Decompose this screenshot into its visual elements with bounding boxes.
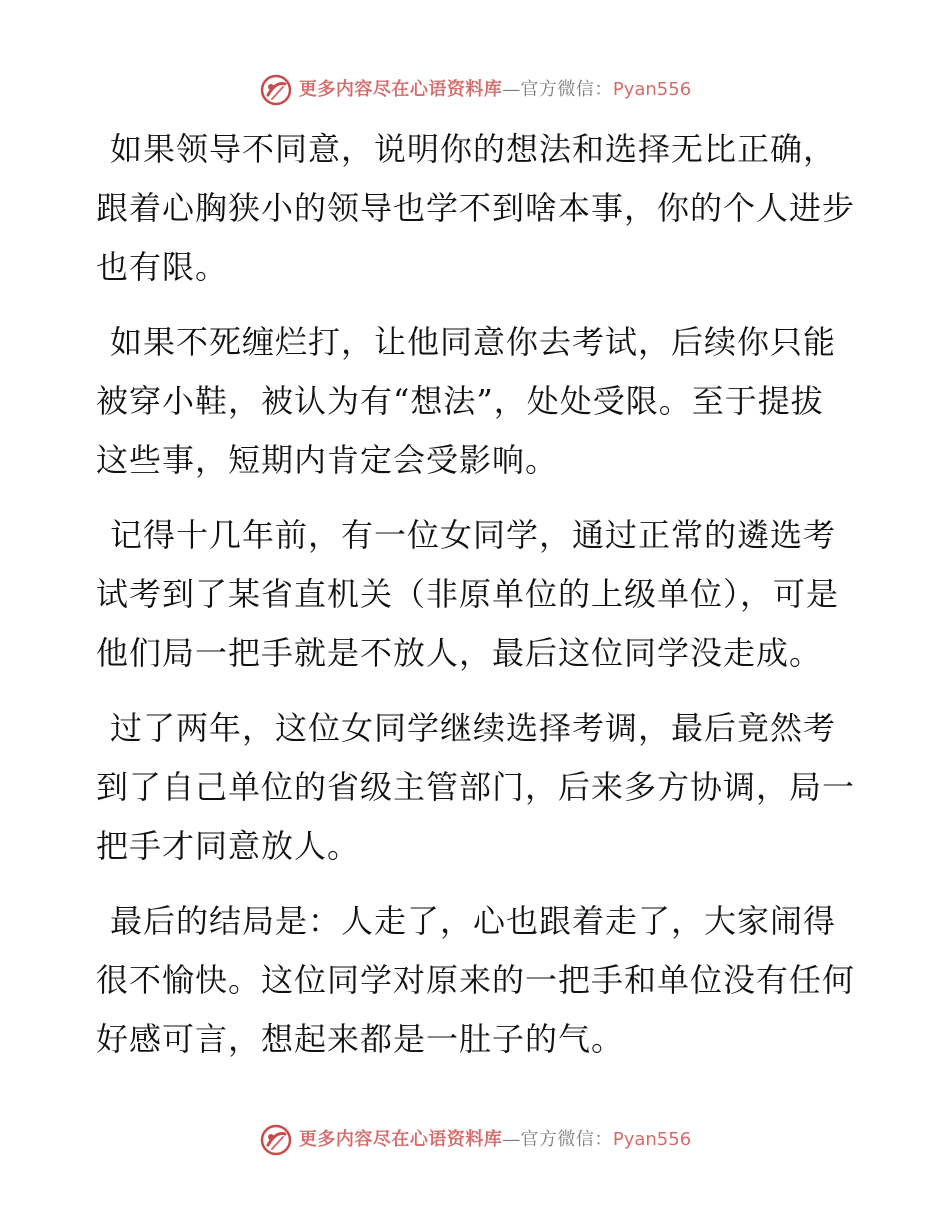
watermark-text	[299, 81, 691, 99]
watermark-wechat-id: Pyan556	[612, 79, 692, 100]
watermark-official-label: 官方微信：	[520, 1129, 613, 1150]
watermark-wechat-id: Pyan556	[612, 1129, 692, 1150]
paragraph-2: 如果不死缠烂打，让他同意你去考试，后续你只能被穿小鞋，被认为有“想法”，处处受限。至于提拔这些事，短期内肯定会受影响。	[96, 323, 837, 479]
watermark-text	[299, 1131, 691, 1149]
watermark-official-label: 官方微信：	[520, 79, 613, 100]
watermark-brand-text: 更多内容尽在心语资料库	[298, 79, 503, 100]
watermark-separator: —	[502, 1129, 521, 1150]
watermark-brand-text: 更多内容尽在心语资料库	[298, 1129, 503, 1150]
paragraph-5: 最后的结局是：人走了，心也跟着走了，大家闹得很不愉快。这位同学对原来的一把手和单位没有任何好感可言，想起来都是一肚子的气。	[96, 902, 856, 1058]
footer-watermark	[0, 1118, 950, 1162]
paragraph-3: 记得十几年前，有一位女同学，通过正常的遴选考试考到了某省直机关（非原单位的上级单位），可是他们局一把手就是不放人，最后这位同学没走成。	[96, 516, 840, 672]
document-body	[96, 120, 856, 1085]
paragraph-1: 如果领导不同意，说明你的想法和选择无比正确，跟着心胸狭小的领导也学不到啥本事，你的个人进步也有限。	[96, 130, 856, 286]
paragraph-4: 过了两年，这位女同学继续选择考调，最后竟然考到了自己单位的省级主管部门，后来多方协调，局一把手才同意放人。	[96, 709, 856, 865]
brand-logo-icon	[259, 1123, 293, 1157]
header-watermark	[0, 68, 950, 112]
brand-logo-icon	[259, 73, 293, 107]
watermark-separator: —	[502, 79, 521, 100]
